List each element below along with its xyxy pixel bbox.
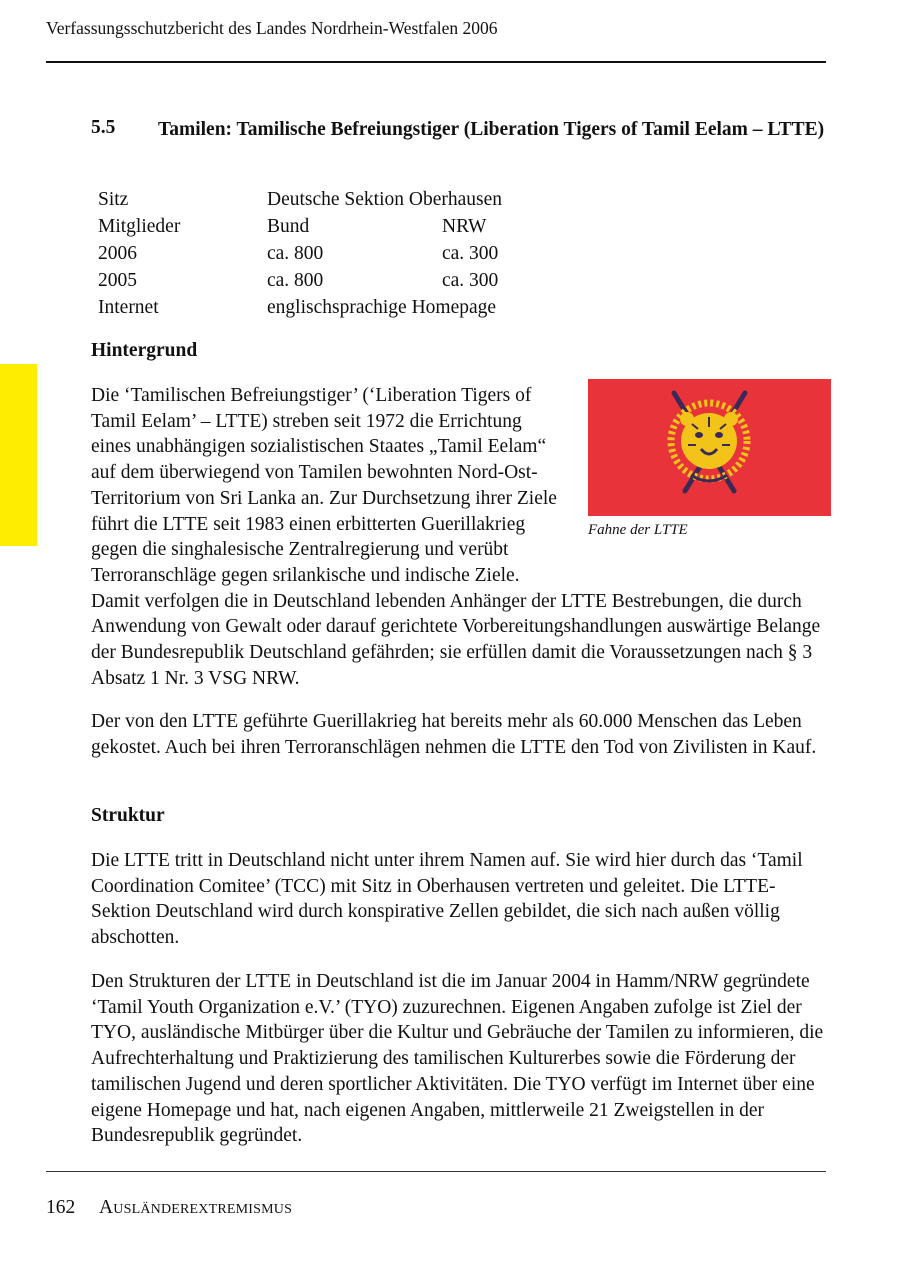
hintergrund-paragraph-2: Der von den LTTE geführte Guerillakrieg hat bereits mehr als 60.000 Menschen das Leben gekostet. Auch bei ihren Terroranschlägen nehmen die LTTE den Tod von Zivilisten in Kauf.	[91, 711, 817, 758]
struktur-paragraph-2: Den Strukturen der LTTE in Deutschland ist die im Januar 2004 in Hamm/NRW gegründete ‘Tamil Youth Organization e.V.’ (TYO) zuzurechnen. Eigenen Angaben zufolge ist Ziel der TYO, ausländische Mitbürger über die Kultur und Gebräuche der Tamilen zu informieren, die Aufrechterhaltung und Praktizierung des tamilischen Kulturerbes sowie die Förderung der tamilischen Jugend und deren sportlicher Aktivitäten. Die TYO verfügt im Internet über eine eigene Homepage und hat, nach eigenen Angaben, mittlerweile 21 Zweigstellen in der Bundesrepublik gegründet.	[91, 971, 824, 1147]
struktur-paragraph-1: Die LTTE tritt in Deutschland nicht unter ihrem Namen auf. Sie wird hier durch das ‘Tamil Coordination Comitee’ (TCC) mit Sitz in Oberhausen vertreten und geleitet. Die LTTE-Sektion Deutschland wird durch konspirative Zellen gebildet, die sich nach außen völlig abschotten.	[91, 850, 803, 949]
table-row	[98, 216, 502, 243]
table-row	[98, 270, 502, 297]
table-cell: Mitglieder	[98, 216, 181, 237]
hintergrund-paragraph-1: Die ‘Tamilischen Befreiungstiger’ (‘Liberation Tigers of Tamil Eelam’ – LTTE) streben seit 1972 die Errichtung eines unabhängigen sozialistischen Staates „Tamil Eelam“ auf dem überwiegend von Tamilen bewohnten Nord-Ost-Territorium von Sri Lanka an. Zur Durchsetzung ihrer Ziele führt die LTTE seit 1983 einen erbitterten Guerillakrieg gegen die singhalesische Zentralregierung und verübt Terroranschläge gegen srilankische und indische Ziele. Damit verfolgen die in Deutschland lebenden Anhänger der LTTE Bestrebungen, die durch Anwendung von Gewalt oder darauf gerichtete Vorbereitungshandlungen auswärtige Belange der Bundesrepublik Deutschland gefährden; sie erfüllen damit die Voraussetzungen nach § 3 Absatz 1 Nr. 3 VSG NRW.	[91, 385, 821, 689]
table-cell: ca. 300	[442, 243, 499, 264]
hintergrund-text	[91, 383, 831, 691]
heading-struktur: Struktur	[91, 805, 165, 826]
table-cell: Sitz	[98, 189, 129, 210]
figure-caption: Fahne der LTTE	[588, 522, 688, 538]
table-cell: Internet	[98, 297, 159, 318]
table-cell: Bund	[267, 216, 310, 237]
tiger-emblem-icon	[588, 379, 831, 516]
chapter-tab-marker	[0, 364, 37, 546]
heading-hintergrund: Hintergrund	[91, 340, 198, 361]
table-cell: englischsprachige Homepage	[267, 297, 497, 318]
table-row	[98, 243, 502, 270]
chapter-title: Ausländerextremismus	[99, 1197, 293, 1218]
table-row	[98, 297, 502, 324]
section-number: 5.5	[91, 117, 116, 138]
ltte-flag-image	[588, 379, 831, 516]
table-cell: 2005	[98, 270, 137, 291]
table-row	[98, 189, 502, 216]
table-cell: ca. 800	[267, 243, 324, 264]
footer-rule	[46, 1171, 826, 1172]
table-cell: ca. 800	[267, 270, 324, 291]
page-number: 162	[46, 1197, 76, 1218]
flag-figure	[569, 383, 831, 561]
section-title: Tamilen: Tamilische Befreiungstiger (Liberation Tigers of Tamil Eelam – LTTE)	[158, 119, 825, 140]
running-header: Verfassungsschutzbericht des Landes Nordrhein-Westfalen 2006	[46, 18, 498, 38]
table-cell: 2006	[98, 243, 137, 264]
table-cell: ca. 300	[442, 270, 499, 291]
header-rule	[46, 61, 826, 63]
table-cell: Deutsche Sektion Oberhausen	[267, 189, 503, 210]
facts-table	[98, 189, 502, 324]
table-cell: NRW	[442, 216, 487, 237]
